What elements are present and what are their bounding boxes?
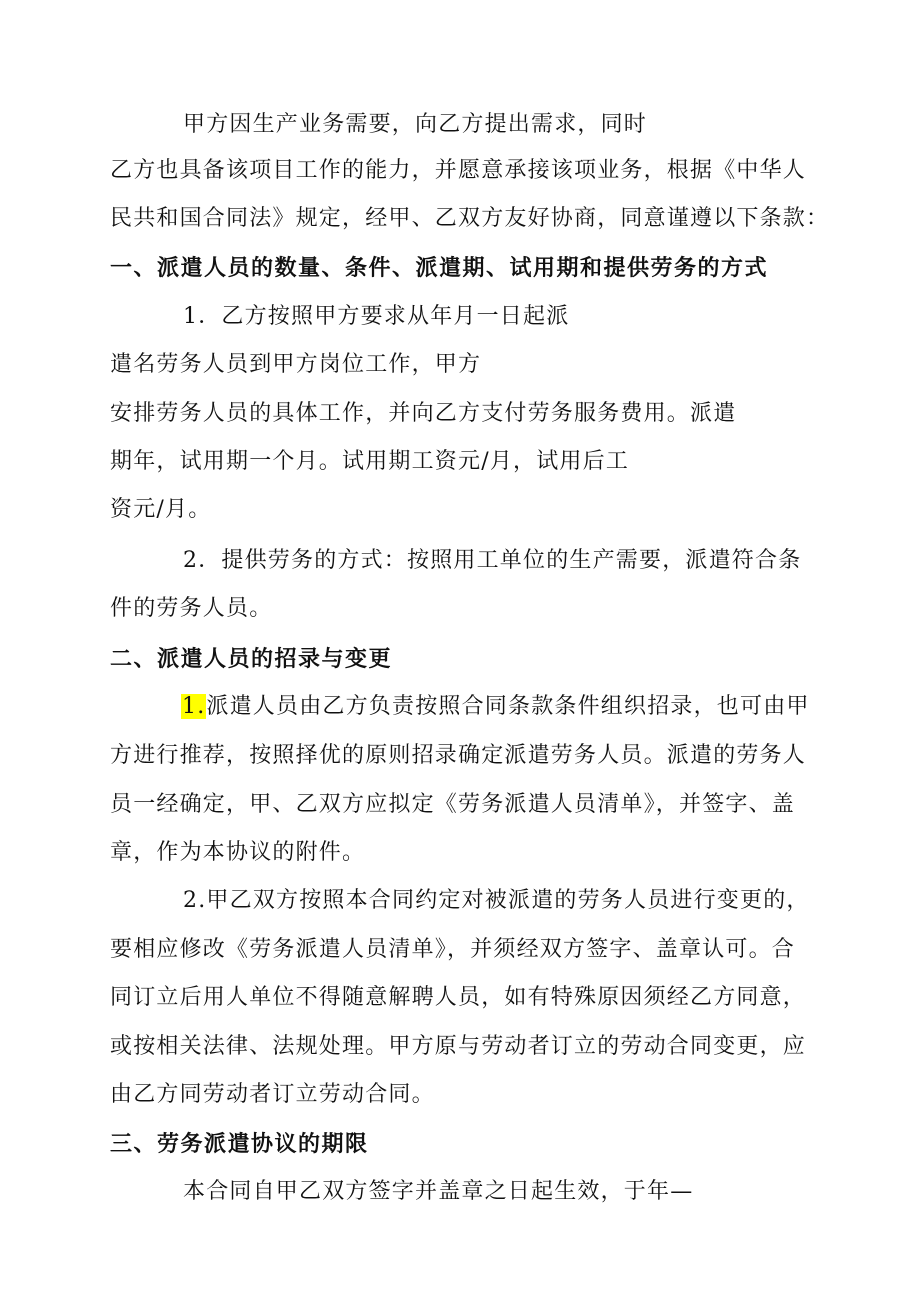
section1-heading: 一、派遣人员的数量、条件、派遣期、试用期和提供劳务的方式 xyxy=(110,255,769,281)
section3-heading: 三、劳务派遣协议的期限 xyxy=(110,1131,369,1157)
section1-line-5: 资元/月。 xyxy=(110,497,212,522)
section2-item1-line-4: 章，作为本协议的附件。 xyxy=(110,840,366,865)
section1-line-2: 遣名劳务人员到甲方岗位工作，甲方 xyxy=(110,352,482,377)
section2-item2-line-5: 由乙方同劳动者订立劳动合同。 xyxy=(110,1082,435,1107)
section2-item1-line-3: 员一经确定，甲、乙双方应拟定《劳务派遣人员清单》，并签字、盖 xyxy=(110,792,796,817)
section2-item2-line-4: 或按相关法律、法规处理。甲方原与劳动者订立的劳动合同变更，应 xyxy=(110,1034,807,1059)
section2-item2-line-3: 同订立后用人单位不得随意解聘人员，如有特殊原因须经乙方同意， xyxy=(110,985,807,1010)
section1-line-7: 件的劳务人员。 xyxy=(110,596,273,621)
section2-item1-line-1 xyxy=(181,692,810,722)
section2-item2-line-2: 要相应修改《劳务派遣人员清单》，并须经双方签字、盖章认可。合 xyxy=(110,937,796,962)
section2-item1-text: 派遣人员由乙方负责按照合同条款条件组织招录，也可由甲 xyxy=(206,694,810,719)
section2-heading: 二、派遣人员的招录与变更 xyxy=(110,646,393,672)
section1-line-3: 安排劳务人员的具体工作，并向乙方支付劳务服务费用。派遣 xyxy=(110,401,737,426)
section1-line-6: 2．提供劳务的方式：按照用工单位的生产需要，派遣符合条 xyxy=(183,548,802,573)
intro-line-1: 甲方因生产业务需要，向乙方提出需求，同时 xyxy=(183,112,648,137)
highlighted-item-number: 1. xyxy=(182,694,206,719)
section2-item1-line-2: 方进行推荐，按照择优的原则招录确定派遣劳务人员。派遣的劳务人 xyxy=(110,743,807,768)
section1-line-4: 期年，试用期一个月。试用期工资元/月，试用后工 xyxy=(110,449,630,474)
section3-line-1: 本合同自甲乙双方签字并盖章之日起生效，于年— xyxy=(183,1179,694,1204)
intro-line-3: 民共和国合同法》规定，经甲、乙双方友好协商，同意谨遵以下条款： xyxy=(110,206,830,231)
section2-item2-line-1: 2.甲乙双方按照本合同约定对被派遣的劳务人员进行变更的， xyxy=(183,888,810,913)
intro-line-2: 乙方也具备该项目工作的能力，并愿意承接该项业务，根据《中华人 xyxy=(110,158,807,183)
section1-line-1: 1．乙方按照甲方要求从年月一日起派 xyxy=(183,304,570,329)
